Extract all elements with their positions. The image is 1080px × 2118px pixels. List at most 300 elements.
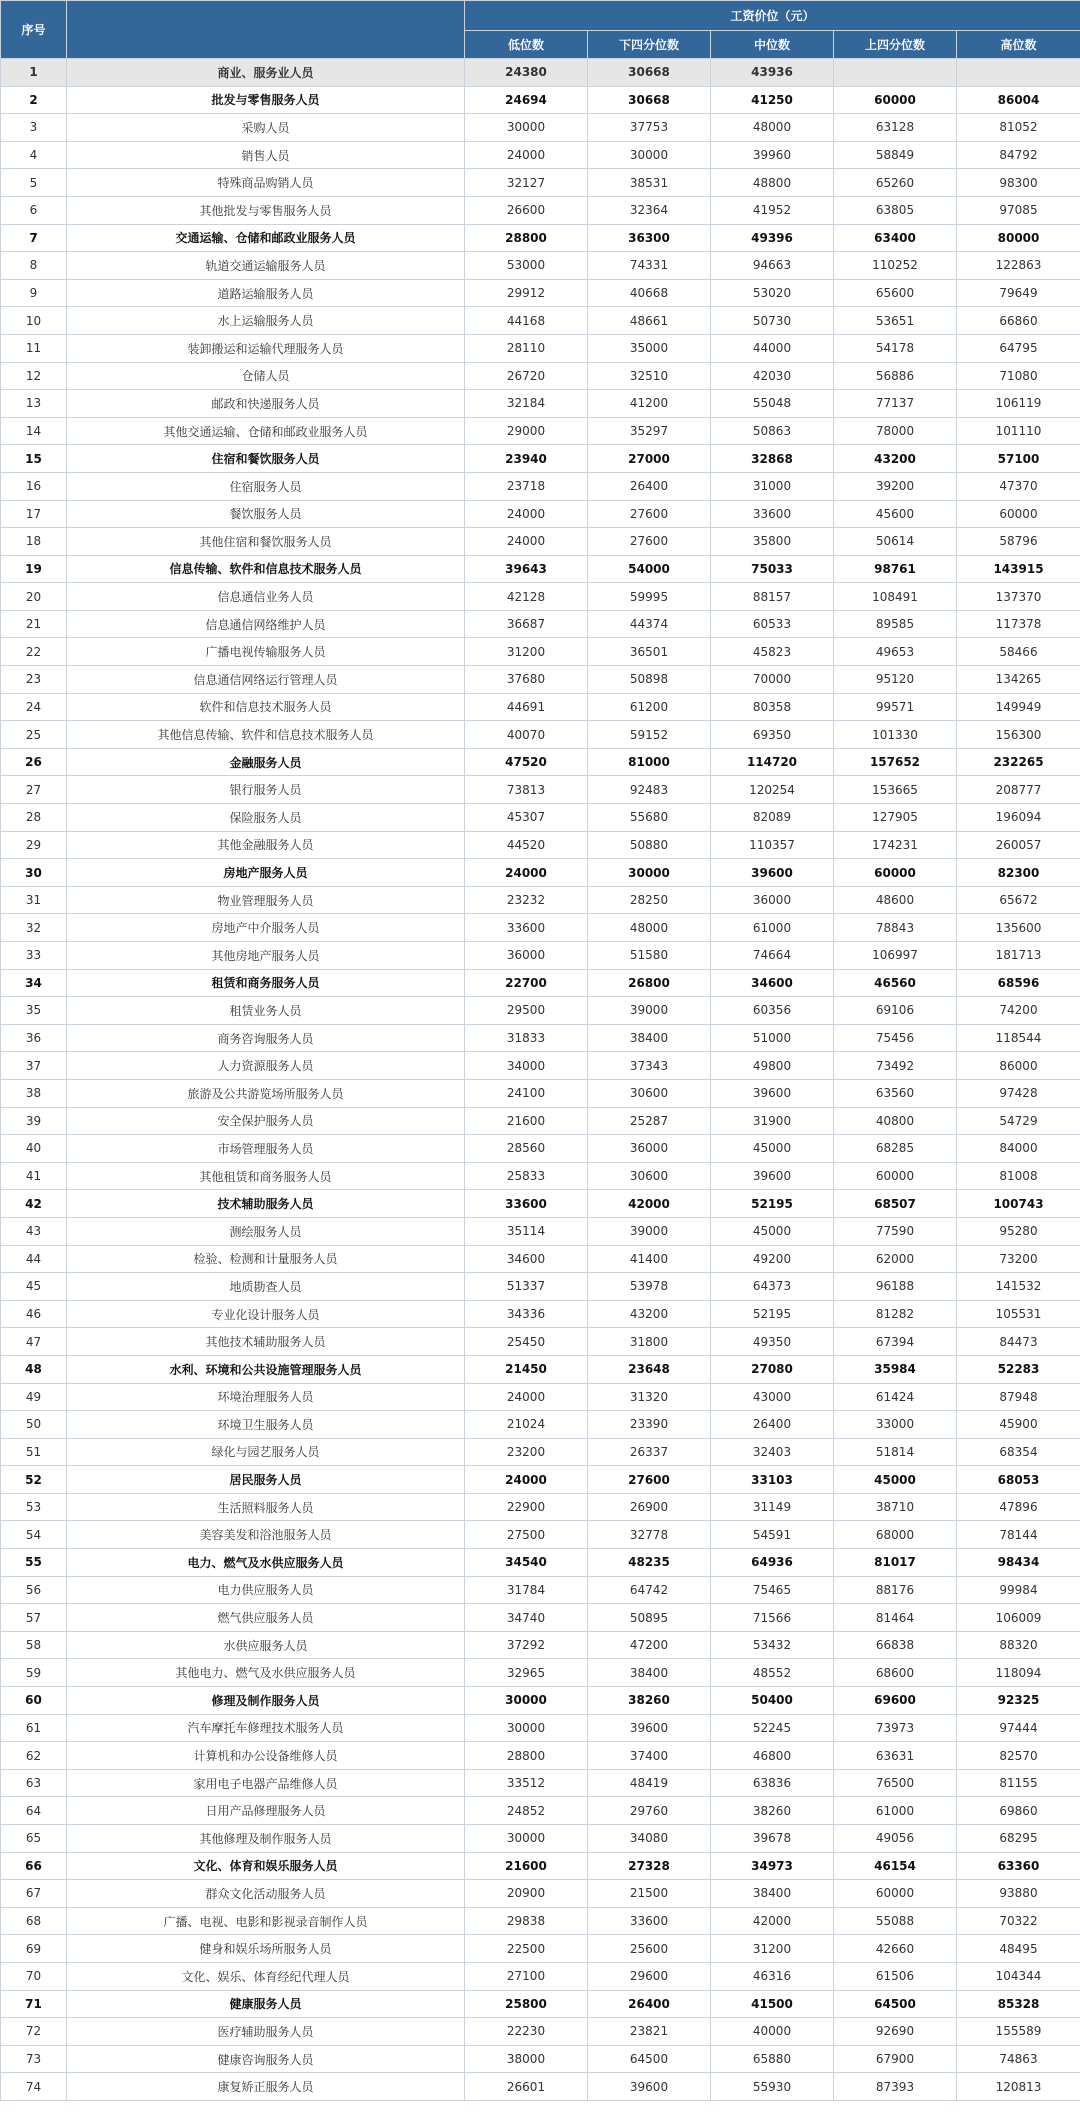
row-index: 40: [1, 1135, 67, 1163]
upper-quartile-value: 43200: [834, 445, 957, 473]
low-value: 25833: [465, 1162, 588, 1190]
upper-quartile-value: 153665: [834, 776, 957, 804]
table-row: [1, 1190, 1080, 1218]
table-row: [1, 1797, 1080, 1825]
table-row: [1, 417, 1080, 445]
median-value: 42000: [711, 1907, 834, 1935]
lower-quartile-value: 31320: [588, 1383, 711, 1411]
row-index: 28: [1, 804, 67, 832]
table-row: [1, 390, 1080, 418]
median-value: 50730: [711, 307, 834, 335]
lower-quartile-value: 26800: [588, 969, 711, 997]
upper-quartile-value: 69106: [834, 997, 957, 1025]
row-index: 61: [1, 1714, 67, 1742]
high-value: 106119: [957, 390, 1080, 418]
upper-quartile-value: 101330: [834, 721, 957, 749]
median-value: 88157: [711, 583, 834, 611]
row-index: 26: [1, 748, 67, 776]
low-value: 24000: [465, 500, 588, 528]
high-value: 81008: [957, 1162, 1080, 1190]
high-value: 58466: [957, 638, 1080, 666]
median-value: 45000: [711, 1217, 834, 1245]
table-row: [1, 500, 1080, 528]
high-value: 78144: [957, 1521, 1080, 1549]
high-value: 98300: [957, 169, 1080, 197]
row-category: 人力资源服务人员: [67, 1052, 465, 1080]
low-value: 24000: [465, 859, 588, 887]
low-value: 33600: [465, 1190, 588, 1218]
lower-quartile-value: 30600: [588, 1162, 711, 1190]
low-value: 44691: [465, 693, 588, 721]
upper-quartile-value: 68600: [834, 1659, 957, 1687]
upper-quartile-value: 78843: [834, 914, 957, 942]
high-value: 87948: [957, 1383, 1080, 1411]
low-value: 22500: [465, 1935, 588, 1963]
row-category: 水供应服务人员: [67, 1631, 465, 1659]
median-value: 49396: [711, 224, 834, 252]
low-value: 27500: [465, 1521, 588, 1549]
row-index: 6: [1, 196, 67, 224]
lower-quartile-value: 54000: [588, 555, 711, 583]
high-value: 68596: [957, 969, 1080, 997]
header-category: [67, 1, 465, 59]
high-value: 47896: [957, 1493, 1080, 1521]
median-value: 69350: [711, 721, 834, 749]
row-category: 文化、娱乐、体育经纪代理人员: [67, 1962, 465, 1990]
row-category: 技术辅助服务人员: [67, 1190, 465, 1218]
table-row: [1, 1880, 1080, 1908]
high-value: 260057: [957, 831, 1080, 859]
row-index: 4: [1, 141, 67, 169]
row-category: 旅游及公共游览场所服务人员: [67, 1079, 465, 1107]
table-row: [1, 224, 1080, 252]
low-value: 47520: [465, 748, 588, 776]
table-row: [1, 693, 1080, 721]
upper-quartile-value: 46560: [834, 969, 957, 997]
header-index: 序号: [1, 1, 67, 59]
row-index: 35: [1, 997, 67, 1025]
low-value: 32184: [465, 390, 588, 418]
median-value: 75033: [711, 555, 834, 583]
row-index: 34: [1, 969, 67, 997]
row-category: 信息通信网络维护人员: [67, 610, 465, 638]
low-value: 39643: [465, 555, 588, 583]
table-row: [1, 1079, 1080, 1107]
row-category: 群众文化活动服务人员: [67, 1880, 465, 1908]
table-row: [1, 638, 1080, 666]
table-row: [1, 1687, 1080, 1715]
low-value: 36000: [465, 942, 588, 970]
high-value: 74200: [957, 997, 1080, 1025]
lower-quartile-value: 37753: [588, 114, 711, 142]
low-value: 31784: [465, 1576, 588, 1604]
median-value: 39960: [711, 141, 834, 169]
lower-quartile-value: 38260: [588, 1687, 711, 1715]
upper-quartile-value: 60000: [834, 1162, 957, 1190]
table-row: [1, 59, 1080, 87]
upper-quartile-value: 77137: [834, 390, 957, 418]
upper-quartile-value: 81017: [834, 1549, 957, 1577]
median-value: 45000: [711, 1135, 834, 1163]
low-value: 32965: [465, 1659, 588, 1687]
table-row: [1, 362, 1080, 390]
row-category: 计算机和办公设备维修人员: [67, 1742, 465, 1770]
median-value: 74664: [711, 942, 834, 970]
lower-quartile-value: 38400: [588, 1024, 711, 1052]
median-value: 48552: [711, 1659, 834, 1687]
high-value: 106009: [957, 1604, 1080, 1632]
upper-quartile-value: 49056: [834, 1825, 957, 1853]
upper-quartile-value: 77590: [834, 1217, 957, 1245]
high-value: 104344: [957, 1962, 1080, 1990]
upper-quartile-value: 61424: [834, 1383, 957, 1411]
median-value: 53020: [711, 279, 834, 307]
row-index: 23: [1, 666, 67, 694]
high-value: 118094: [957, 1659, 1080, 1687]
low-value: 37680: [465, 666, 588, 694]
upper-quartile-value: 58849: [834, 141, 957, 169]
row-index: 25: [1, 721, 67, 749]
upper-quartile-value: 63128: [834, 114, 957, 142]
upper-quartile-value: 42660: [834, 1935, 957, 1963]
table-row: [1, 1549, 1080, 1577]
table-row: [1, 2018, 1080, 2046]
upper-quartile-value: 60000: [834, 86, 957, 114]
low-value: 21600: [465, 1107, 588, 1135]
low-value: 21450: [465, 1355, 588, 1383]
table-row: [1, 859, 1080, 887]
row-index: 18: [1, 528, 67, 556]
row-index: 49: [1, 1383, 67, 1411]
low-value: 24852: [465, 1797, 588, 1825]
high-value: 71080: [957, 362, 1080, 390]
high-value: 74863: [957, 2045, 1080, 2073]
upper-quartile-value: 35984: [834, 1355, 957, 1383]
lower-quartile-value: 30000: [588, 859, 711, 887]
table-row: [1, 942, 1080, 970]
high-value: 81052: [957, 114, 1080, 142]
row-index: 73: [1, 2045, 67, 2073]
upper-quartile-value: 60000: [834, 1880, 957, 1908]
high-value: 196094: [957, 804, 1080, 832]
table-row: [1, 1521, 1080, 1549]
lower-quartile-value: 30600: [588, 1079, 711, 1107]
low-value: 33512: [465, 1769, 588, 1797]
median-value: 44000: [711, 334, 834, 362]
row-category: 商业、服务业人员: [67, 59, 465, 87]
low-value: 20900: [465, 1880, 588, 1908]
low-value: 26601: [465, 2073, 588, 2101]
row-category: 环境卫生服务人员: [67, 1411, 465, 1439]
upper-quartile-value: 87393: [834, 2073, 957, 2101]
lower-quartile-value: 23821: [588, 2018, 711, 2046]
high-value: 156300: [957, 721, 1080, 749]
low-value: 29838: [465, 1907, 588, 1935]
row-index: 54: [1, 1521, 67, 1549]
lower-quartile-value: 32778: [588, 1521, 711, 1549]
median-value: 43936: [711, 59, 834, 87]
low-value: 24000: [465, 141, 588, 169]
row-category: 健康服务人员: [67, 1990, 465, 2018]
row-index: 31: [1, 886, 67, 914]
table-row: [1, 776, 1080, 804]
header-low: 低位数: [465, 31, 588, 59]
low-value: 29912: [465, 279, 588, 307]
median-value: 31000: [711, 472, 834, 500]
median-value: 46316: [711, 1962, 834, 1990]
upper-quartile-value: 53651: [834, 307, 957, 335]
row-index: 67: [1, 1880, 67, 1908]
median-value: 54591: [711, 1521, 834, 1549]
upper-quartile-value: 65600: [834, 279, 957, 307]
lower-quartile-value: 36501: [588, 638, 711, 666]
row-category: 住宿服务人员: [67, 472, 465, 500]
row-category: 电力、燃气及水供应服务人员: [67, 1549, 465, 1577]
high-value: 93880: [957, 1880, 1080, 1908]
row-category: 健身和娱乐场所服务人员: [67, 1935, 465, 1963]
upper-quartile-value: 38710: [834, 1493, 957, 1521]
lower-quartile-value: 37343: [588, 1052, 711, 1080]
table-row: [1, 1907, 1080, 1935]
median-value: 120254: [711, 776, 834, 804]
upper-quartile-value: 69600: [834, 1687, 957, 1715]
row-category: 其他租赁和商务服务人员: [67, 1162, 465, 1190]
row-index: 60: [1, 1687, 67, 1715]
median-value: 49800: [711, 1052, 834, 1080]
row-index: 17: [1, 500, 67, 528]
high-value: 101110: [957, 417, 1080, 445]
row-index: 62: [1, 1742, 67, 1770]
lower-quartile-value: 25600: [588, 1935, 711, 1963]
lower-quartile-value: 74331: [588, 252, 711, 280]
row-index: 21: [1, 610, 67, 638]
row-index: 74: [1, 2073, 67, 2101]
table-row: [1, 279, 1080, 307]
median-value: 60533: [711, 610, 834, 638]
high-value: 80000: [957, 224, 1080, 252]
high-value: 60000: [957, 500, 1080, 528]
lower-quartile-value: 81000: [588, 748, 711, 776]
upper-quartile-value: 63805: [834, 196, 957, 224]
row-category: 广播电视传输服务人员: [67, 638, 465, 666]
table-row: [1, 1466, 1080, 1494]
upper-quartile-value: 46154: [834, 1852, 957, 1880]
table-row: [1, 1852, 1080, 1880]
table-row: [1, 1576, 1080, 1604]
high-value: 68354: [957, 1438, 1080, 1466]
low-value: 23232: [465, 886, 588, 914]
median-value: 38400: [711, 1880, 834, 1908]
low-value: 29500: [465, 997, 588, 1025]
median-value: 26400: [711, 1411, 834, 1439]
row-category: 金融服务人员: [67, 748, 465, 776]
median-value: 52195: [711, 1300, 834, 1328]
row-index: 8: [1, 252, 67, 280]
lower-quartile-value: 50895: [588, 1604, 711, 1632]
table-row: [1, 86, 1080, 114]
row-index: 19: [1, 555, 67, 583]
median-value: 60356: [711, 997, 834, 1025]
low-value: 37292: [465, 1631, 588, 1659]
row-index: 27: [1, 776, 67, 804]
lower-quartile-value: 47200: [588, 1631, 711, 1659]
lower-quartile-value: 29760: [588, 1797, 711, 1825]
row-index: 47: [1, 1328, 67, 1356]
row-category: 安全保护服务人员: [67, 1107, 465, 1135]
lower-quartile-value: 30000: [588, 141, 711, 169]
median-value: 27080: [711, 1355, 834, 1383]
row-category: 住宿和餐饮服务人员: [67, 445, 465, 473]
row-category: 检验、检测和计量服务人员: [67, 1245, 465, 1273]
lower-quartile-value: 59995: [588, 583, 711, 611]
row-category: 其他金融服务人员: [67, 831, 465, 859]
median-value: 39600: [711, 1079, 834, 1107]
high-value: 99984: [957, 1576, 1080, 1604]
low-value: 22900: [465, 1493, 588, 1521]
row-category: 轨道交通运输服务人员: [67, 252, 465, 280]
lower-quartile-value: 39600: [588, 1714, 711, 1742]
row-index: 53: [1, 1493, 67, 1521]
low-value: 40070: [465, 721, 588, 749]
upper-quartile-value: 67394: [834, 1328, 957, 1356]
median-value: 32403: [711, 1438, 834, 1466]
row-category: 市场管理服务人员: [67, 1135, 465, 1163]
row-category: 物业管理服务人员: [67, 886, 465, 914]
high-value: 118544: [957, 1024, 1080, 1052]
row-index: 29: [1, 831, 67, 859]
row-category: 餐饮服务人员: [67, 500, 465, 528]
row-index: 50: [1, 1411, 67, 1439]
lower-quartile-value: 25287: [588, 1107, 711, 1135]
upper-quartile-value: 95120: [834, 666, 957, 694]
median-value: 41250: [711, 86, 834, 114]
upper-quartile-value: 92690: [834, 2018, 957, 2046]
upper-quartile-value: 63631: [834, 1742, 957, 1770]
row-category: 信息通信网络运行管理人员: [67, 666, 465, 694]
row-index: 58: [1, 1631, 67, 1659]
row-category: 房地产服务人员: [67, 859, 465, 887]
high-value: 135600: [957, 914, 1080, 942]
table-row: [1, 721, 1080, 749]
high-value: 181713: [957, 942, 1080, 970]
median-value: 46800: [711, 1742, 834, 1770]
table-row: [1, 114, 1080, 142]
high-value: 137370: [957, 583, 1080, 611]
low-value: 22230: [465, 2018, 588, 2046]
lower-quartile-value: 42000: [588, 1190, 711, 1218]
row-category: 其他交通运输、仓储和邮政业服务人员: [67, 417, 465, 445]
median-value: 61000: [711, 914, 834, 942]
row-index: 63: [1, 1769, 67, 1797]
low-value: 24000: [465, 1466, 588, 1494]
median-value: 48800: [711, 169, 834, 197]
upper-quartile-value: 75456: [834, 1024, 957, 1052]
median-value: 39600: [711, 1162, 834, 1190]
median-value: 50863: [711, 417, 834, 445]
table-row: [1, 472, 1080, 500]
row-index: 56: [1, 1576, 67, 1604]
upper-quartile-value: 55088: [834, 1907, 957, 1935]
lower-quartile-value: 51580: [588, 942, 711, 970]
row-category: 水利、环境和公共设施管理服务人员: [67, 1355, 465, 1383]
table-row: [1, 1107, 1080, 1135]
table-row: [1, 1162, 1080, 1190]
median-value: 71566: [711, 1604, 834, 1632]
table-row: [1, 1024, 1080, 1052]
row-category: 日用产品修理服务人员: [67, 1797, 465, 1825]
median-value: 64373: [711, 1273, 834, 1301]
table-row: [1, 1493, 1080, 1521]
median-value: 45823: [711, 638, 834, 666]
row-category: 其他信息传输、软件和信息技术服务人员: [67, 721, 465, 749]
low-value: 28800: [465, 1742, 588, 1770]
low-value: 34336: [465, 1300, 588, 1328]
row-index: 9: [1, 279, 67, 307]
median-value: 80358: [711, 693, 834, 721]
lower-quartile-value: 21500: [588, 1880, 711, 1908]
upper-quartile-value: 62000: [834, 1245, 957, 1273]
row-index: 46: [1, 1300, 67, 1328]
row-category: 水上运输服务人员: [67, 307, 465, 335]
upper-quartile-value: 98761: [834, 555, 957, 583]
low-value: 73813: [465, 776, 588, 804]
upper-quartile-value: 50614: [834, 528, 957, 556]
low-value: 53000: [465, 252, 588, 280]
lower-quartile-value: 43200: [588, 1300, 711, 1328]
table-row: [1, 1300, 1080, 1328]
median-value: 49350: [711, 1328, 834, 1356]
upper-quartile-value: [834, 59, 957, 87]
median-value: 52245: [711, 1714, 834, 1742]
high-value: 97428: [957, 1079, 1080, 1107]
table-row: [1, 334, 1080, 362]
low-value: 23718: [465, 472, 588, 500]
table-row: [1, 1355, 1080, 1383]
high-value: 122863: [957, 252, 1080, 280]
row-category: 居民服务人员: [67, 1466, 465, 1494]
table-row: [1, 2045, 1080, 2073]
lower-quartile-value: 92483: [588, 776, 711, 804]
row-category: 绿化与园艺服务人员: [67, 1438, 465, 1466]
table-row: [1, 1217, 1080, 1245]
low-value: 24100: [465, 1079, 588, 1107]
table-row: [1, 969, 1080, 997]
row-index: 44: [1, 1245, 67, 1273]
upper-quartile-value: 61506: [834, 1962, 957, 1990]
high-value: 84000: [957, 1135, 1080, 1163]
table-row: [1, 1714, 1080, 1742]
median-value: 42030: [711, 362, 834, 390]
table-row: [1, 1245, 1080, 1273]
table-row: [1, 1659, 1080, 1687]
row-category: 电力供应服务人员: [67, 1576, 465, 1604]
high-value: 141532: [957, 1273, 1080, 1301]
row-index: 13: [1, 390, 67, 418]
low-value: 51337: [465, 1273, 588, 1301]
lower-quartile-value: 36000: [588, 1135, 711, 1163]
low-value: 36687: [465, 610, 588, 638]
lower-quartile-value: 30668: [588, 86, 711, 114]
table-row: [1, 252, 1080, 280]
low-value: 25800: [465, 1990, 588, 2018]
low-value: 25450: [465, 1328, 588, 1356]
table-row: [1, 1411, 1080, 1439]
low-value: 34000: [465, 1052, 588, 1080]
row-category: 生活照料服务人员: [67, 1493, 465, 1521]
high-value: 105531: [957, 1300, 1080, 1328]
high-value: 86004: [957, 86, 1080, 114]
high-value: 98434: [957, 1549, 1080, 1577]
